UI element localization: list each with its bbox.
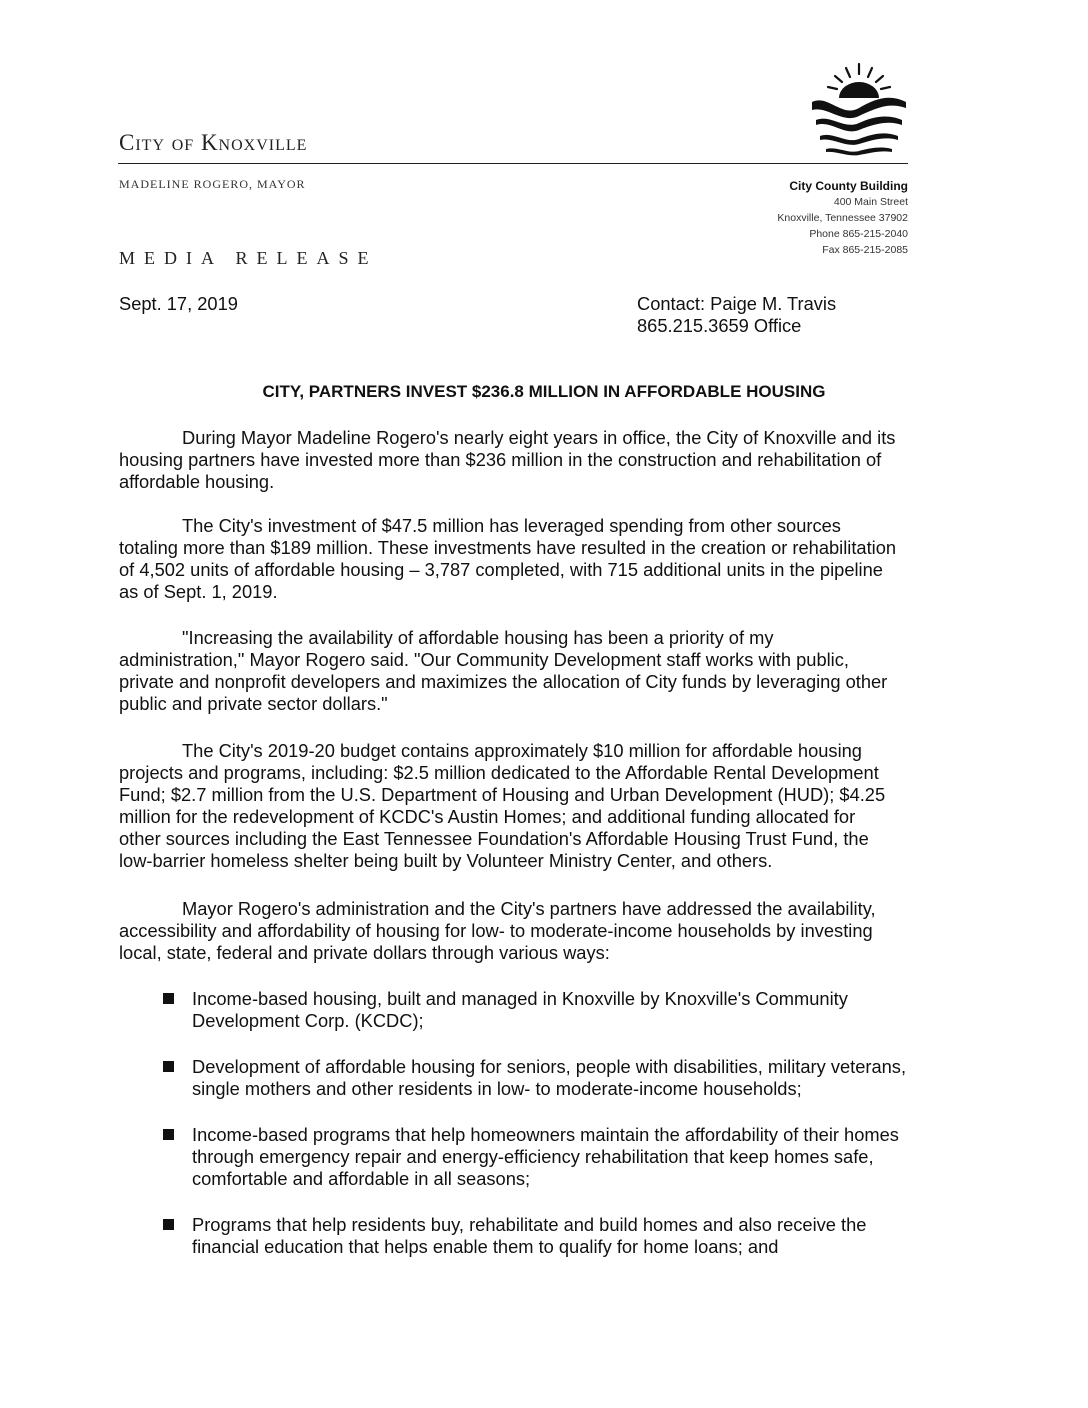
address-block [777,178,908,258]
paragraph [119,740,969,872]
paragraph-line: The City's investment of $47.5 million has leveraged spending from other sources [182,515,841,536]
paragraph-line: The City's 2019-20 budget contains approximately $10 million for affordable housing [182,740,862,761]
street-address: 400 Main Street [833,196,908,208]
list-item-line: through emergency repair and energy-efficiency rehabilitation that keep homes safe, [192,1146,874,1167]
paragraph-line: housing partners have invested more than $236 million in the construction and rehabilitation of [119,449,882,470]
list-item-text [192,1056,972,1100]
square-bullet-icon [163,993,174,1004]
paragraph-line: public and private sector dollars." [119,693,388,714]
list-item-text [192,988,972,1032]
square-bullet-icon [163,1129,174,1140]
paragraph-line: affordable housing. [119,471,275,492]
paragraph-line: private and nonprofit developers and maximizes the allocation of City funds by leveraging other [119,671,888,692]
paragraph [119,898,969,964]
list-item-line: Income-based housing, built and managed in Knoxville by Knoxville's Community [192,988,848,1009]
paragraph [119,515,969,603]
fax-number: Fax 865-215-2085 [822,244,908,256]
paragraph-line: Fund; $2.7 million from the U.S. Department of Housing and Urban Development (HUD); $4.25 [119,784,886,805]
paragraph-line: "Increasing the availability of affordable housing has been a priority of my [182,627,774,648]
paragraph-line: Mayor Rogero's administration and the City's partners have addressed the availability, [182,898,876,919]
list-item-line: Programs that help residents buy, rehabilitate and build homes and also receive the [192,1214,867,1235]
square-bullet-icon [163,1061,174,1072]
city-state: Knoxville, Tennessee 37902 [777,212,908,224]
paragraph-line: other sources including the East Tennessee Foundation's Affordable Housing Trust Fund, the [119,828,869,849]
paragraph-line: administration," Mayor Rogero said. "Our Community Development staff works with public, [119,649,849,670]
mayor-line: MADELINE ROGERO, MAYOR [119,177,306,191]
release-date: Sept. 17, 2019 [119,293,238,314]
release-title: MEDIA RELEASE [119,248,378,268]
list-item-line: financial education that helps enable them to qualify for home loans; and [192,1236,779,1257]
paragraph-line: low-barrier homeless shelter being built by Volunteer Ministry Center, and others. [119,850,773,871]
city-name: City of Knoxville [119,130,308,155]
list-item-text [192,1214,972,1258]
paragraph [119,427,969,493]
contact-block [637,293,836,337]
contact-phone: 865.215.3659 Office [637,315,802,336]
list-item-line: Income-based programs that help homeowners maintain the affordability of their homes [192,1124,899,1145]
headline: CITY, PARTNERS INVEST $236.8 MILLION IN AFFORDABLE HOUSING [262,382,826,401]
paragraph-line: local, state, federal and private dollars through various ways: [119,942,610,963]
list-item-line: single mothers and other residents in low- to moderate-income households; [192,1078,802,1099]
knoxville-logo-icon [806,58,912,158]
square-bullet-icon [163,1219,174,1230]
paragraph-line: as of Sept. 1, 2019. [119,581,278,602]
contact-name: Contact: Paige M. Travis [637,293,837,314]
paragraph-line: million for the redevelopment of KCDC's Austin Homes; and additional funding allocated for [119,806,856,827]
paragraph-line: totaling more than $189 million. These investments have resulted in the creation or rehabilitation [119,537,897,558]
list-item-text [192,1124,972,1190]
paragraph-line: of 4,502 units of affordable housing – 3,787 completed, with 715 additional units in the pipeline [119,559,883,580]
paragraph-line: During Mayor Madeline Rogero's nearly eight years in office, the City of Knoxville and its [182,427,896,448]
list-item-line: comfortable and affordable in all seasons; [192,1168,531,1189]
list-item-line: Development Corp. (KCDC); [192,1010,424,1031]
list-item-line: Development of affordable housing for seniors, people with disabilities, military veterans, [192,1056,907,1077]
paragraph-line: projects and programs, including: $2.5 million dedicated to the Affordable Rental Development [119,762,879,783]
phone-number: Phone 865-215-2040 [809,228,908,240]
paragraph [119,627,969,715]
header-divider [118,163,908,164]
building-name: City County Building [789,179,908,193]
paragraph-line: accessibility and affordability of housing for low- to moderate-income households by investing [119,920,873,941]
